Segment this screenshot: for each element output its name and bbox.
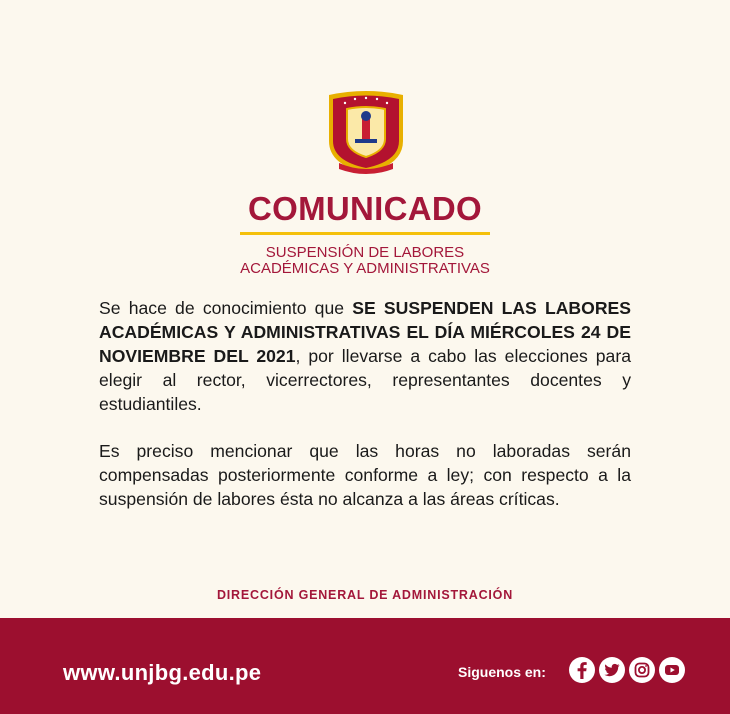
subtitle-line-2: ACADÉMICAS Y ADMINISTRATIVAS [240,260,490,277]
website-link[interactable]: www.unjbg.edu.pe [63,660,262,685]
follow-label: Siguenos en: [458,664,546,680]
paragraph-1-rest: , por llevarse a cabo las elecciones para elegir al rector, vicerrectores, representantes docentes y estudiantiles. [99,346,631,414]
signature-department: DIRECCIÓN GENERAL DE ADMINISTRACIÓN [216,588,514,602]
paragraph-1-intro: Se hace de conocimiento que [99,298,353,318]
university-crest-logo [325,89,407,175]
subtitle [0,245,730,277]
facebook-icon[interactable] [568,656,596,684]
paragraph-1 [99,296,631,416]
paragraph-2: Es preciso mencionar que las horas no laboradas serán compensadas posteriormente conforme a ley; con respecto a la suspensión de labores ésta no alcanza a las áreas críticas. [99,441,631,509]
title-underline [240,232,490,235]
instagram-icon[interactable] [628,656,656,684]
subtitle-line-1: SUSPENSIÓN DE LABORES [265,244,465,261]
twitter-icon[interactable] [598,656,626,684]
youtube-icon[interactable] [658,656,686,684]
announcement-body [99,296,631,534]
paragraph-1-highlight: SE SUSPENDEN LAS LABORES ACADÉMICAS Y ADMINISTRATIVAS EL DÍA MIÉRCOLES 24 DE NOVIEMBRE DEL 2021 [99,298,631,366]
page-title: COMUNICADO [248,190,482,227]
